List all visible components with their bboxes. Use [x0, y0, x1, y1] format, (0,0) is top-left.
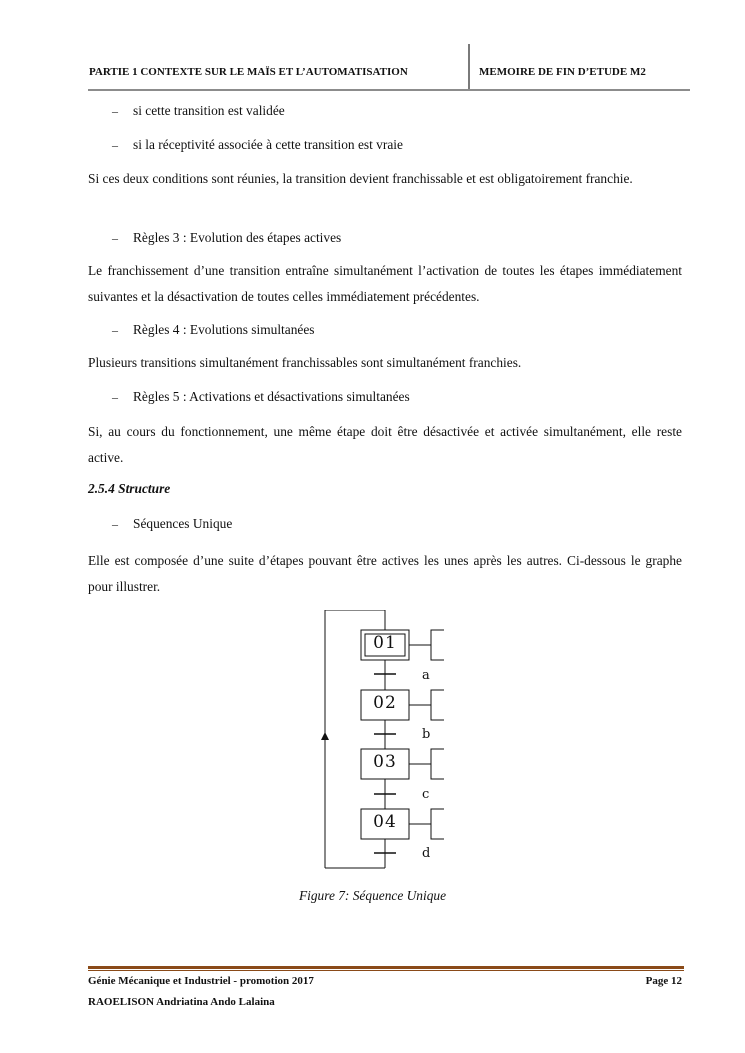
header-divider	[468, 44, 470, 90]
paragraph: Elle est composée d’une suite d’étapes pouvant être actives les unes après les autres. Ci-dessous le graphe pour illustrer.	[88, 553, 682, 594]
action-bracket	[431, 809, 444, 839]
transition-label: d	[422, 846, 431, 861]
header-document-title: MEMOIRE DE FIN D’ETUDE M2	[479, 66, 646, 78]
bullet-text: Séquences Unique	[133, 516, 233, 531]
paragraph: Le franchissement d’une transition entraîne simultanément l’activation de toutes les étapes immédiatement suivantes et la désactivation de toutes celles immédiatement précédentes.	[88, 263, 682, 304]
bullet-item	[112, 135, 403, 155]
bullet-item	[112, 320, 315, 340]
paragraph: Plusieurs transitions simultanément franchissables sont simultanément franchies.	[88, 355, 522, 370]
paragraph: Si, au cours du fonctionnement, une même étape doit être désactivée et activée simultanément, elle reste active.	[88, 424, 682, 465]
page-header	[88, 44, 690, 92]
bullet-dash: –	[112, 390, 118, 404]
bullet-dash: –	[112, 104, 118, 118]
action-bracket	[431, 690, 444, 720]
header-rule	[88, 89, 690, 91]
footer-rule-thin	[88, 970, 684, 971]
header-chapter-title: PARTIE 1 CONTEXTE SUR LE MAÏS ET L’AUTOMATISATION	[89, 66, 408, 78]
step-label: 02	[373, 693, 397, 713]
step-label: 01	[373, 633, 397, 653]
bullet-dash: –	[112, 231, 118, 245]
action-bracket	[431, 630, 444, 660]
footer-rule	[88, 966, 684, 969]
bullet-text: Règles 3 : Evolution des étapes actives	[133, 230, 342, 245]
bullet-text: Règles 4 : Evolutions simultanées	[133, 322, 315, 337]
step-label: 03	[373, 752, 397, 772]
transition-label: a	[422, 668, 430, 683]
figure-caption: Figure 7: Séquence Unique	[298, 888, 447, 903]
page-number: Page 12	[645, 975, 682, 987]
bullet-item	[112, 228, 341, 248]
loop-arrow-icon	[321, 732, 329, 740]
grafcet-diagram	[318, 610, 450, 872]
bullet-text: si la réceptivité associée à cette transition est vraie	[133, 137, 403, 152]
transition-label: b	[422, 727, 431, 742]
footer-author: RAOELISON Andriatina Ando Lalaina	[88, 996, 275, 1008]
bullet-dash: –	[112, 323, 118, 337]
bullet-dash: –	[112, 138, 118, 152]
footer-program: Génie Mécanique et Industriel - promotion 2017	[88, 975, 314, 987]
transition-label: c	[422, 787, 430, 802]
bullet-item	[112, 387, 410, 407]
bullet-text: Règles 5 : Activations et désactivations simultanées	[133, 389, 410, 404]
bullet-dash: –	[112, 517, 118, 531]
paragraph: Si ces deux conditions sont réunies, la transition devient franchissable et est obligatoirement franchie.	[88, 171, 633, 186]
bullet-item	[112, 514, 232, 534]
section-heading: 2.5.4 Structure	[88, 481, 171, 496]
action-bracket	[431, 749, 444, 779]
bullet-text: si cette transition est validée	[133, 103, 285, 118]
bullet-item	[112, 101, 285, 121]
step-label: 04	[373, 812, 397, 832]
